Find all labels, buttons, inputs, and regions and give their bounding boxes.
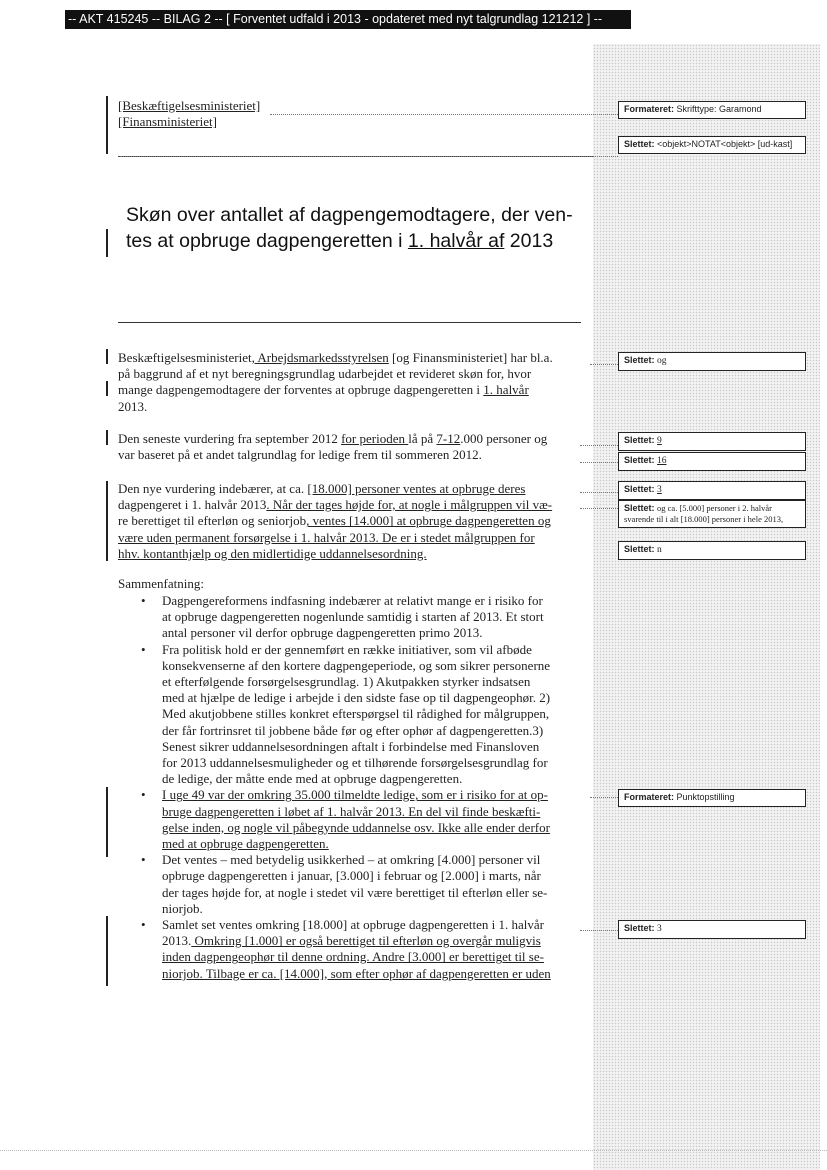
text: re berettiget til efterløn og seniorjob <box>118 513 307 529</box>
insertion: [18.000] personer ventes at opbruge deres <box>307 481 526 496</box>
comment-connector <box>580 930 618 931</box>
summary-bullet <box>128 787 588 852</box>
text: lå på <box>408 431 437 446</box>
comment-text: Punktopstilling <box>676 792 735 802</box>
comment-balloon[interactable] <box>618 101 806 119</box>
comment-text: 9 <box>657 436 662 446</box>
comment-label: Formateret: <box>624 104 675 114</box>
text: mange dagpengemodtagere der forventes at opbruge dagpengeretten i <box>118 382 484 398</box>
bullet-line: Senest sikrer uddannelsesordningen aftalt i forbindelse med Finansloven <box>162 738 540 754</box>
change-bar <box>106 229 108 257</box>
title-rule <box>118 322 581 323</box>
text: 2013. <box>162 933 192 949</box>
comment-balloon[interactable] <box>618 920 806 939</box>
summary-bullet <box>128 917 588 982</box>
bullet-line <box>162 933 588 949</box>
bullet-line: Med akutjobbene stilles konkret efterspørgsel til rådighed for målgruppen, <box>162 706 550 722</box>
title-line: Skøn over antallet af dagpengemodtagere, der ven- <box>126 204 573 226</box>
bullet-line: bruge dagpengeretten i løbet af 1. halvår 2013. En del vil finde beskæfti- <box>162 803 541 819</box>
summary-bullet <box>128 593 588 642</box>
insertion: 7-12 <box>436 431 461 446</box>
comment-balloon[interactable] <box>618 432 806 451</box>
change-bar <box>106 916 108 986</box>
summary-bullet <box>128 852 588 917</box>
comment-label: Slettet: <box>624 544 655 554</box>
recipient-line: [Finansministeriet] <box>118 114 217 129</box>
bullet-line: opbruge dagpengeretten i januar, [3.000] i februar og [2.000] i marts, når <box>162 868 541 884</box>
comment-connector <box>580 492 618 493</box>
summary-bullet-list <box>128 593 588 982</box>
bullet-line: gelse inden, og nogle vil påbegynde uddannelse osv. Ikke alle ender derfor <box>162 819 550 835</box>
text: [og Finansministeriet] har bl.a. <box>388 350 553 365</box>
change-bar <box>106 381 108 396</box>
insertion: Omkring [1.000] er også berettiget til efterløn og overgår muligvis <box>191 933 541 949</box>
change-bar <box>106 430 108 445</box>
text: Beskæftigelsesministeriet <box>118 350 252 365</box>
comment-text: 3 <box>657 924 662 934</box>
comment-text: og <box>657 356 667 366</box>
comment-text: 16 <box>657 456 667 466</box>
comment-balloon[interactable] <box>618 541 806 560</box>
bullet-line: niorjob. <box>162 900 203 916</box>
text: .000 personer og <box>460 431 548 446</box>
summary-heading: Sammenfatning: <box>118 576 204 591</box>
bullet-dot-icon: • <box>141 917 146 933</box>
paragraph-1 <box>118 350 588 415</box>
insertion: . Når der tages højde for, at nogle i målgruppen vil væ- <box>266 497 553 513</box>
text: Den nye vurdering indebærer, at ca. <box>118 481 308 496</box>
comment-label: Formateret: <box>624 792 675 802</box>
title-line-end: 2013 <box>504 230 554 252</box>
bullet-dot-icon: • <box>141 593 146 608</box>
paragraph-3 <box>118 481 588 562</box>
comment-label: Slettet: <box>624 484 655 494</box>
bullet-line: niorjob. Tilbage er ca. [14.000], som efter ophør af dagpengeretten er uden <box>162 965 551 981</box>
comment-label: Slettet: <box>624 455 655 465</box>
comment-label: Slettet: <box>624 355 655 365</box>
comment-connector <box>270 114 618 115</box>
bullet-line: med at opbruge dagpengeretten. <box>162 836 329 852</box>
bullet-line: Det ventes – med betydelig usikkerhed – at omkring [4.000] personer vil <box>162 852 541 868</box>
title-line: tes at opbruge dagpengeretten i <box>126 230 408 252</box>
bullet-line: der får fortrinsret til jobbene både før og efter ophør af dagpengeretten.3) <box>162 722 544 738</box>
bullet-line: konsekvenserne af den kortere dagpengeperiode, og som sikrer personerne <box>162 657 551 673</box>
change-bar <box>106 481 108 561</box>
insertion: , ventes [14.000] at opbruge dagpengeretten og <box>306 513 551 529</box>
comment-connector <box>580 508 618 509</box>
page-title <box>126 202 596 254</box>
text: på baggrund af et nyt beregningsgrundlag udarbejdet et revideret skøn for, hvor <box>118 366 532 382</box>
bullet-line: Dagpengereformens indfasning indebærer at relativt mange er i risiko for <box>162 593 543 608</box>
comment-label: Slettet: <box>624 503 655 513</box>
comment-connector <box>590 364 618 365</box>
comment-connector <box>590 797 618 798</box>
comment-connector <box>580 462 618 463</box>
bullet-line: der tages højde for, at nogle i stedet vil være berettiget til efterløn eller se- <box>162 884 548 900</box>
bullet-line: for 2013 uddannelsesmuligheder og et tilhørende forsørgelsesgrundlag for <box>162 755 548 771</box>
text: dagpengeret i 1. halvår 2013 <box>118 497 267 513</box>
document-header-bar: -- AKT 415245 -- BILAG 2 -- [ Forventet udfald i 2013 - opdateret med nyt talgrundlag 121212 ] -- <box>65 10 631 29</box>
text: Den seneste vurdering fra september 2012 <box>118 431 342 446</box>
bullet-line: de ledige, der måtte ende med at opbruge dagpengeretten. <box>162 771 463 787</box>
insertion: , Arbejdsmarkedsstyrelsen <box>251 350 389 365</box>
bullet-line: Samlet set ventes omkring [18.000] at opbruge dagpengeretten i 1. halvår <box>162 917 544 933</box>
bullet-line: Fra politisk hold er der gennemført en række initiativer, som vil afbøde <box>162 641 532 657</box>
page-edge <box>0 1150 827 1151</box>
comment-balloon[interactable] <box>618 452 806 471</box>
comment-margin <box>593 44 820 1170</box>
comment-text: <objekt>NOTAT<objekt> [ud-kast] <box>657 139 793 149</box>
insertion: for perioden <box>341 431 409 446</box>
insertion: være uden permanent forsørgelse i 1. halvår 2013. De er i stedet målgruppen for <box>118 529 535 545</box>
change-bar <box>106 787 108 857</box>
comment-label: Slettet: <box>624 139 655 149</box>
bullet-dot-icon: • <box>141 852 146 868</box>
recipient-line: [Beskæftigelsesministeriet] <box>118 98 261 113</box>
text: var baseret på et andet talgrundlag for ledige frem til sommeren 2012. <box>118 447 482 463</box>
change-bar <box>106 96 108 154</box>
title-insertion: 1. halvår af <box>407 230 505 252</box>
comment-text: 3 <box>657 485 662 495</box>
comment-connector <box>120 156 618 157</box>
bullet-line: I uge 49 var der omkring 35.000 tilmeldte ledige, som er i risiko for at op- <box>162 787 548 803</box>
comment-text: Skrifttype: Garamond <box>676 104 762 114</box>
comment-text: n <box>657 545 662 555</box>
comment-text: og ca. [5.000] personer i 2. halvår svarende til i alt [18.000] personer i hele 2013, <box>624 503 784 524</box>
comment-connector <box>580 445 618 446</box>
paragraph-2 <box>118 431 588 463</box>
bullet-line: med at hjælpe de ledige i arbejde i den sidste fase op til dagpengeophør. 2) <box>162 690 551 706</box>
bullet-line: et efterfølgende forsørgelsesgrundlag. 1) Akutpakken styrker indsatsen <box>162 674 531 690</box>
comment-balloon[interactable] <box>618 500 806 528</box>
comment-balloon[interactable] <box>618 352 806 371</box>
comment-balloon[interactable] <box>618 481 806 500</box>
bullet-line: antal personer vil derfor opbruge dagpengeretten primo 2013. <box>162 625 483 641</box>
insertion: hhv. kontanthjælp og den midlertidige uddannelsesordning. <box>118 545 427 561</box>
comment-balloon[interactable] <box>618 789 806 807</box>
change-bar <box>106 349 108 364</box>
insertion: 1. halvår <box>483 382 529 398</box>
summary-bullet <box>128 642 588 788</box>
comment-balloon[interactable] <box>618 136 806 154</box>
bullet-line: at opbruge dagpengeretten nogenlunde samtidig i starten af 2013. Et stort <box>162 609 544 625</box>
bullet-dot-icon: • <box>141 641 146 657</box>
text: 2013. <box>118 398 148 414</box>
bullet-line: inden dagpengeophør til denne ordning. Andre [3.000] er berettiget til se- <box>162 949 544 965</box>
comment-label: Slettet: <box>624 923 655 933</box>
bullet-dot-icon: • <box>141 787 146 803</box>
comment-label: Slettet: <box>624 435 655 445</box>
recipients-block <box>118 98 260 130</box>
